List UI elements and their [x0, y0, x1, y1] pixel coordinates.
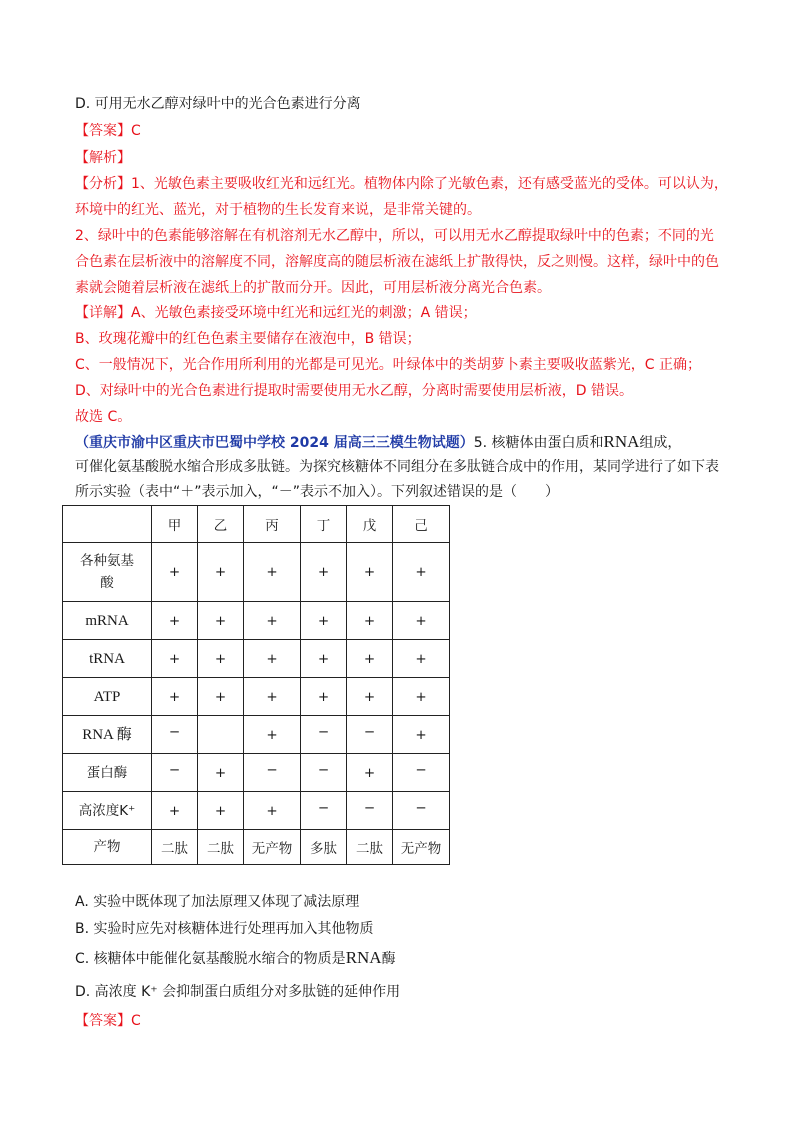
- table-cell: [198, 716, 244, 754]
- table-cell: 多肽: [301, 830, 347, 865]
- row-label: tRNA: [63, 640, 152, 678]
- col-header: 丁: [301, 506, 347, 543]
- table-cell: +: [244, 640, 301, 678]
- table-row: [63, 543, 450, 602]
- table-cell: +: [244, 678, 301, 716]
- table-cell: +: [244, 792, 301, 830]
- xiangjie-b: B、玫瑰花瓣中的红色色素主要储存在液泡中，B 错误；: [75, 331, 421, 347]
- table-cell: +: [152, 640, 198, 678]
- col-header: 乙: [198, 506, 244, 543]
- xiangjie-c: C、一般情况下，光合作用所利用的光都是可见光。叶绿体中的类胡萝卜素主要吸收蓝紫光，C 正确；: [75, 357, 701, 373]
- table-cell: +: [347, 640, 393, 678]
- q5-option-b: B. 实验时应先对核糖体进行处理再加入其他物质: [75, 921, 374, 937]
- table-cell: +: [152, 543, 198, 602]
- table-cell: +: [301, 543, 347, 602]
- table-cell: 二肽: [152, 830, 198, 865]
- row-label: 产物: [63, 830, 152, 865]
- table-cell: +: [244, 543, 301, 602]
- table-cell: −: [347, 716, 393, 754]
- prev-conclusion: 故选 C。: [75, 409, 132, 425]
- q5-option-c-suffix: 酶: [381, 951, 396, 967]
- q5-stem-line-3: 所示实验（表中“＋”表示加入，“－”表示不加入）。下列叙述错误的是（ ）: [75, 484, 560, 500]
- q5-answer: 【答案】C: [75, 1013, 141, 1029]
- table-cell: +: [393, 640, 450, 678]
- q5-option-a: A. 实验中既体现了加法原理又体现了减法原理: [75, 894, 360, 910]
- col-header: 丙: [244, 506, 301, 543]
- table-corner-cell: [63, 506, 152, 543]
- row-label: 各种氨基酸: [63, 543, 152, 602]
- table-cell: −: [244, 754, 301, 792]
- table-cell: 二肽: [347, 830, 393, 865]
- row-label: ATP: [63, 678, 152, 716]
- table-cell: +: [152, 792, 198, 830]
- table-cell: +: [198, 678, 244, 716]
- xiangjie-a: 【详解】A、光敏色素接受环境中红光和远红光的刺激；A 错误；: [75, 305, 477, 321]
- table-row: [63, 716, 450, 754]
- table-cell: +: [198, 754, 244, 792]
- table-cell: +: [198, 640, 244, 678]
- table-cell: 无产物: [244, 830, 301, 865]
- table-cell: +: [347, 602, 393, 640]
- row-label: mRNA: [63, 602, 152, 640]
- xiangjie-d: D、对绿叶中的光合色素进行提取时需要使用无水乙醇，分离时需要使用层析液，D 错误。: [75, 383, 634, 399]
- fenxi-line-5: 素就会随着层析液在滤纸上的扩散而分开。因此，可用层析液分离光合色素。: [75, 280, 551, 296]
- col-header: 己: [393, 506, 450, 543]
- table-row: [63, 830, 450, 865]
- table-cell: −: [301, 792, 347, 830]
- fenxi-line-2: 环境中的红光、蓝光，对于植物的生长发育来说，是非常关键的。: [75, 202, 481, 218]
- table-cell: +: [301, 602, 347, 640]
- fenxi-line-3: 2、绿叶中的色素能够溶解在有机溶剂无水乙醇中，所以，可以用无水乙醇提取绿叶中的色素；不同的光: [75, 228, 714, 244]
- table-cell: +: [152, 678, 198, 716]
- q5-option-d: D. 高浓度 K⁺ 会抑制蛋白质组分对多肽链的延伸作用: [75, 984, 401, 1000]
- table-cell: +: [244, 716, 301, 754]
- q5-stem-line-2: 可催化氨基酸脱水缩合形成多肽链。为探究核糖体不同组分在多肽链合成中的作用，某同学进行了如下表: [75, 459, 719, 475]
- table-cell: −: [393, 792, 450, 830]
- table-cell: +: [393, 602, 450, 640]
- q5-option-c: [75, 948, 396, 969]
- table-row: [63, 602, 450, 640]
- table-row: [63, 640, 450, 678]
- prev-answer: 【答案】C: [75, 123, 141, 139]
- table-cell: −: [152, 716, 198, 754]
- table-row: [63, 754, 450, 792]
- prev-jiexi-heading: 【解析】: [75, 150, 131, 166]
- table-cell: +: [347, 678, 393, 716]
- table-header-row: [63, 506, 450, 543]
- table-cell: +: [393, 716, 450, 754]
- q5-stem-line-1: [75, 432, 681, 453]
- row-label: RNA 酶: [63, 716, 152, 754]
- table-cell: +: [198, 543, 244, 602]
- q5-rna: RNA: [603, 432, 640, 451]
- table-cell: 二肽: [198, 830, 244, 865]
- table-row: [63, 792, 450, 830]
- table-cell: +: [244, 602, 301, 640]
- table-cell: 无产物: [393, 830, 450, 865]
- table-cell: +: [198, 602, 244, 640]
- row-label: 高浓度K⁺: [63, 792, 152, 830]
- table-cell: −: [347, 792, 393, 830]
- prev-option-d: D. 可用无水乙醇对绿叶中的光合色素进行分离: [75, 96, 361, 112]
- table-cell: +: [393, 678, 450, 716]
- q5-option-c-rna: RNA: [345, 948, 382, 967]
- row-label: 蛋白酶: [63, 754, 152, 792]
- table-cell: −: [152, 754, 198, 792]
- table-cell: +: [152, 602, 198, 640]
- q5-stem-end: 组成，: [639, 435, 682, 451]
- fenxi-line-1: 【分析】1、光敏色素主要吸收红光和远红光。植物体内除了光敏色素，还有感受蓝光的受体。可以认为，: [75, 176, 728, 192]
- col-header: 甲: [152, 506, 198, 543]
- table-cell: +: [301, 640, 347, 678]
- table-cell: +: [347, 543, 393, 602]
- q5-source: （重庆市渝中区重庆市巴蜀中学校 2024 届高三三模生物试题）: [75, 435, 474, 451]
- table-cell: +: [301, 678, 347, 716]
- experiment-table: [62, 505, 450, 865]
- table-cell: +: [198, 792, 244, 830]
- q5-option-c-text: C. 核糖体中能催化氨基酸脱水缩合的物质是: [75, 951, 346, 967]
- table-row: [63, 678, 450, 716]
- table-cell: −: [301, 754, 347, 792]
- fenxi-line-4: 合色素在层析液中的溶解度不同，溶解度高的随层析液在滤纸上扩散得快，反之则慢。这样，绿叶中的色: [75, 254, 719, 270]
- col-header: 戊: [347, 506, 393, 543]
- table-cell: +: [347, 754, 393, 792]
- table-cell: −: [393, 754, 450, 792]
- table-cell: −: [301, 716, 347, 754]
- q5-stem-start: 5. 核糖体由蛋白质和: [473, 435, 604, 451]
- table-cell: +: [393, 543, 450, 602]
